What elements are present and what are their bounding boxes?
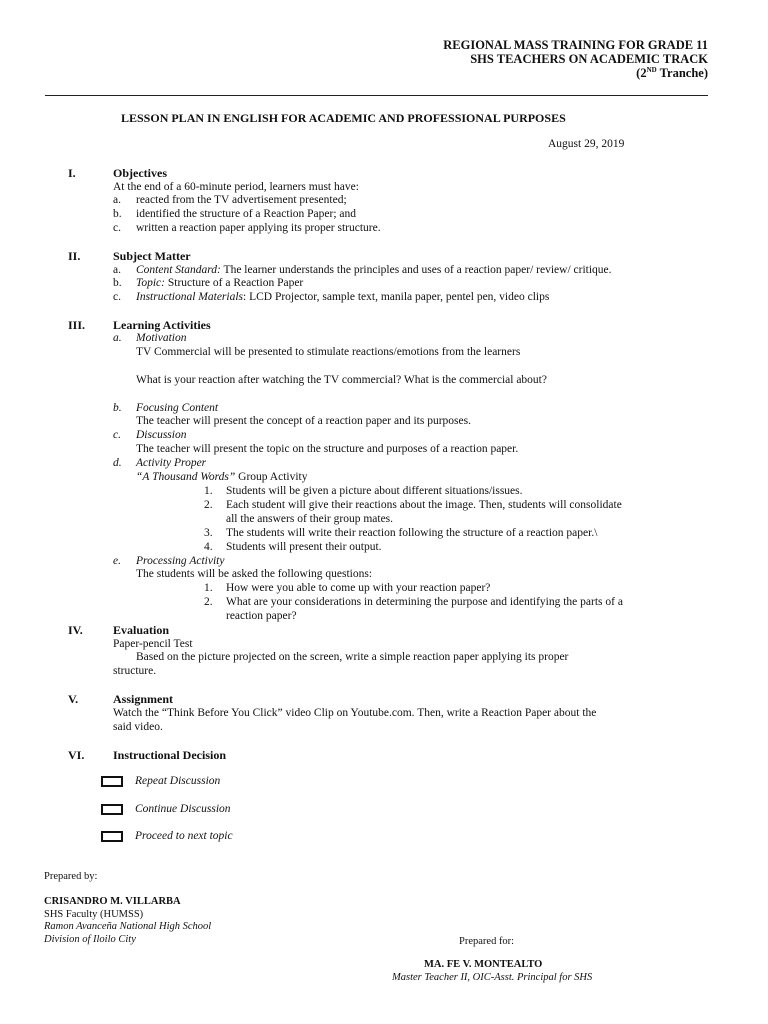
- section-title-subject-matter: Subject Matter: [113, 249, 191, 263]
- section-num-assignment: V.: [68, 692, 79, 706]
- list-item-continued: all the answers of their group mates.: [226, 513, 394, 525]
- activity-letter: b.: [113, 402, 122, 414]
- step-number: 1.: [204, 582, 213, 594]
- list-item-letter: b.: [113, 277, 122, 289]
- list-item-letter: c.: [113, 291, 121, 303]
- list-item: Content Standard: The learner understands the principles and uses of a reaction paper/ review/ critique.: [136, 264, 612, 276]
- activity-text: What is your reaction after watching the TV commercial? What is the commercial about?: [136, 374, 547, 386]
- section-num-decision: VI.: [68, 748, 85, 762]
- section-title-assignment: Assignment: [113, 692, 174, 706]
- section-num-subject-matter: II.: [68, 249, 81, 263]
- activity-letter: a.: [113, 332, 122, 344]
- activity-title: Activity Proper: [136, 457, 207, 469]
- list-item: How were you able to come up with your reaction paper?: [226, 582, 491, 594]
- assignment-text: Watch the “Think Before You Click” video Clip on Youtube.com. Then, write a Reaction Paper about the: [113, 707, 597, 719]
- checkbox-repeat-discussion[interactable]: [101, 776, 123, 787]
- activity-text: The teacher will present the topic on the structure and purposes of a reaction paper.: [136, 443, 519, 455]
- list-item: Instructional Materials: LCD Projector, sample text, manila paper, pentel pen, video clips: [136, 291, 550, 303]
- header-divider: [45, 95, 708, 96]
- list-item-letter: c.: [113, 222, 121, 234]
- list-item: identified the structure of a Reaction Paper; and: [136, 208, 357, 220]
- section-num-learning: III.: [68, 318, 86, 332]
- list-item: What are your considerations in determining the purpose and identifying the parts of a: [226, 596, 623, 608]
- activity-title: Discussion: [136, 429, 187, 441]
- list-item: written a reaction paper applying its proper structure.: [136, 222, 381, 234]
- section-num-objectives: I.: [68, 166, 76, 180]
- section-num-evaluation: IV.: [68, 623, 83, 637]
- checkbox-label: Proceed to next topic: [135, 830, 233, 842]
- checkbox-proceed-next-topic[interactable]: [101, 831, 123, 842]
- checkbox-label: Repeat Discussion: [135, 775, 221, 787]
- preparer-division: Division of Iloilo City: [44, 934, 136, 945]
- activity-text: The students will be asked the following questions:: [136, 568, 373, 580]
- evaluation-text-continued: structure.: [113, 665, 157, 677]
- prepared-by-label: Prepared by:: [44, 871, 98, 882]
- date: August 29, 2019: [548, 138, 625, 150]
- step-number: 3.: [204, 527, 213, 539]
- preparer-name: CRISANDRO M. VILLARBA: [44, 896, 181, 907]
- step-number: 4.: [204, 541, 213, 553]
- activity-letter: c.: [113, 429, 121, 441]
- section-title-evaluation: Evaluation: [113, 623, 170, 637]
- list-item-letter: a.: [113, 264, 121, 276]
- activity-title: Processing Activity: [136, 555, 225, 567]
- activity-text: TV Commercial will be presented to stimulate reactions/emotions from the learners: [136, 346, 521, 358]
- step-number: 1.: [204, 485, 213, 497]
- list-item: Each student will give their reactions about the image. Then, students will consolidate: [226, 499, 622, 511]
- step-number: 2.: [204, 499, 213, 511]
- evaluation-subtitle: Paper-pencil Test: [113, 638, 193, 650]
- activity-letter: d.: [113, 457, 122, 469]
- section-title-objectives: Objectives: [113, 166, 167, 180]
- preparer-role: SHS Faculty (HUMSS): [44, 909, 144, 920]
- recipient-name: MA. FE V. MONTEALTO: [424, 959, 543, 970]
- activity-text: The teacher will present the concept of a reaction paper and its purposes.: [136, 415, 471, 427]
- checkbox-label: Continue Discussion: [135, 803, 231, 815]
- step-number: 2.: [204, 596, 213, 608]
- header-line-1: REGIONAL MASS TRAINING FOR GRADE 11: [443, 38, 708, 52]
- page-title: LESSON PLAN IN ENGLISH FOR ACADEMIC AND PROFESSIONAL PURPOSES: [121, 111, 566, 125]
- header-line-3: (2ND Tranche): [636, 66, 708, 81]
- assignment-text-continued: said video.: [113, 721, 163, 733]
- list-item-letter: a.: [113, 194, 121, 206]
- activity-letter: e.: [113, 555, 121, 567]
- section-title-decision: Instructional Decision: [113, 748, 227, 762]
- list-item: reacted from the TV advertisement presented;: [136, 194, 347, 206]
- recipient-role: Master Teacher II, OIC-Asst. Principal for SHS: [392, 972, 593, 983]
- checkbox-continue-discussion[interactable]: [101, 804, 123, 815]
- activity-title: Motivation: [136, 332, 187, 344]
- evaluation-text: Based on the picture projected on the screen, write a simple reaction paper applying its proper: [136, 651, 569, 663]
- list-item: Students will be given a picture about different situations/issues.: [226, 485, 523, 497]
- activity-text: “A Thousand Words” Group Activity: [136, 471, 308, 483]
- list-item: Topic: Structure of a Reaction Paper: [136, 277, 304, 289]
- preparer-school: Ramon Avanceña National High School: [44, 921, 212, 932]
- list-item: The students will write their reaction following the structure of a reaction paper.\: [226, 527, 598, 539]
- activity-title: Focusing Content: [136, 402, 219, 414]
- objectives-intro: At the end of a 60-minute period, learners must have:: [113, 181, 359, 193]
- list-item-continued: reaction paper?: [226, 610, 297, 622]
- list-item-letter: b.: [113, 208, 122, 220]
- section-title-learning: Learning Activities: [113, 318, 211, 332]
- list-item: Students will present their output.: [226, 541, 382, 553]
- header-line-2: SHS TEACHERS ON ACADEMIC TRACK: [470, 52, 708, 66]
- prepared-for-label: Prepared for:: [459, 936, 515, 947]
